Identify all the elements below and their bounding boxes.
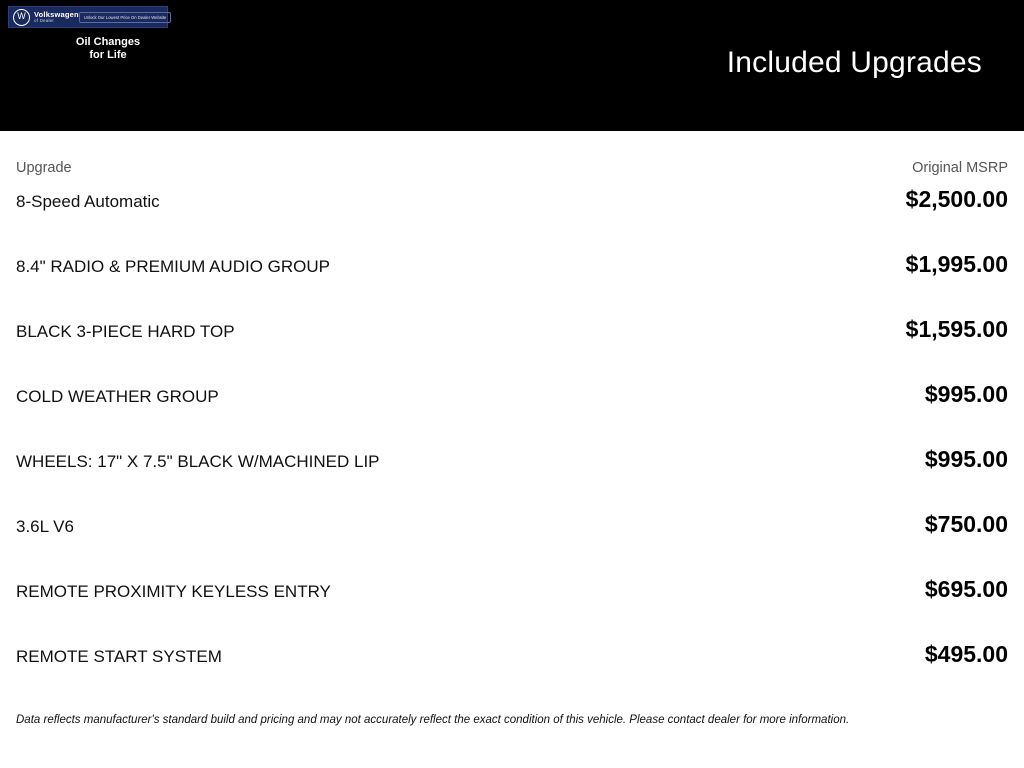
upgrade-price: $695.00 bbox=[924, 576, 1008, 602]
brand-bar[interactable] bbox=[8, 6, 168, 28]
brand-tagline bbox=[8, 36, 168, 61]
table-row bbox=[16, 253, 1008, 318]
table-row bbox=[16, 188, 1008, 253]
upgrades-table bbox=[16, 188, 1008, 708]
table-row bbox=[16, 578, 1008, 643]
column-header-upgrade: Upgrade bbox=[16, 160, 72, 176]
unlock-price-button[interactable]: Unlock Our Lowest Price On Dealer Website bbox=[79, 12, 172, 23]
table-row bbox=[16, 643, 1008, 708]
upgrade-name: BLACK 3-PIECE HARD TOP bbox=[16, 322, 235, 341]
vw-roundel-icon bbox=[13, 9, 30, 26]
upgrade-price: $995.00 bbox=[924, 381, 1008, 407]
upgrade-price: $1,595.00 bbox=[905, 316, 1008, 342]
dealer-brand-badge[interactable] bbox=[8, 6, 168, 61]
column-header-msrp: Original MSRP bbox=[912, 160, 1008, 176]
table-row bbox=[16, 448, 1008, 513]
upgrade-price: $750.00 bbox=[924, 511, 1008, 537]
table-header-row bbox=[16, 131, 1008, 176]
brand-names bbox=[34, 11, 79, 24]
upgrade-name: COLD WEATHER GROUP bbox=[16, 387, 219, 406]
upgrade-name: REMOTE PROXIMITY KEYLESS ENTRY bbox=[16, 582, 331, 601]
brand-tagline-line2: for Life bbox=[89, 48, 127, 61]
table-row bbox=[16, 513, 1008, 578]
brand-name: Volkswagen bbox=[34, 9, 79, 19]
page-header bbox=[0, 0, 1024, 131]
disclaimer-text: Data reflects manufacturer's standard build and pricing and may not accurately reflect the exact condition of this vehicle. Please contact dealer for more information. bbox=[16, 714, 850, 726]
upgrade-name: REMOTE START SYSTEM bbox=[16, 647, 222, 666]
brand-subtitle: of Dealer bbox=[34, 18, 55, 23]
upgrade-name: WHEELS: 17" X 7.5" BLACK W/MACHINED LIP bbox=[16, 452, 380, 471]
upgrade-price: $1,995.00 bbox=[905, 251, 1008, 277]
table-row bbox=[16, 383, 1008, 448]
brand-tagline-line1: Oil Changes bbox=[75, 36, 141, 48]
upgrade-price: $495.00 bbox=[924, 641, 1008, 667]
upgrade-name: 8-Speed Automatic bbox=[16, 192, 160, 211]
page-title: Included Upgrades bbox=[726, 46, 982, 79]
upgrade-price: $995.00 bbox=[924, 446, 1008, 472]
table-row bbox=[16, 318, 1008, 383]
upgrade-name: 3.6L V6 bbox=[16, 517, 74, 536]
upgrade-price: $2,500.00 bbox=[905, 186, 1008, 212]
upgrade-name: 8.4" RADIO & PREMIUM AUDIO GROUP bbox=[16, 257, 330, 276]
upgrades-content bbox=[0, 131, 1024, 726]
